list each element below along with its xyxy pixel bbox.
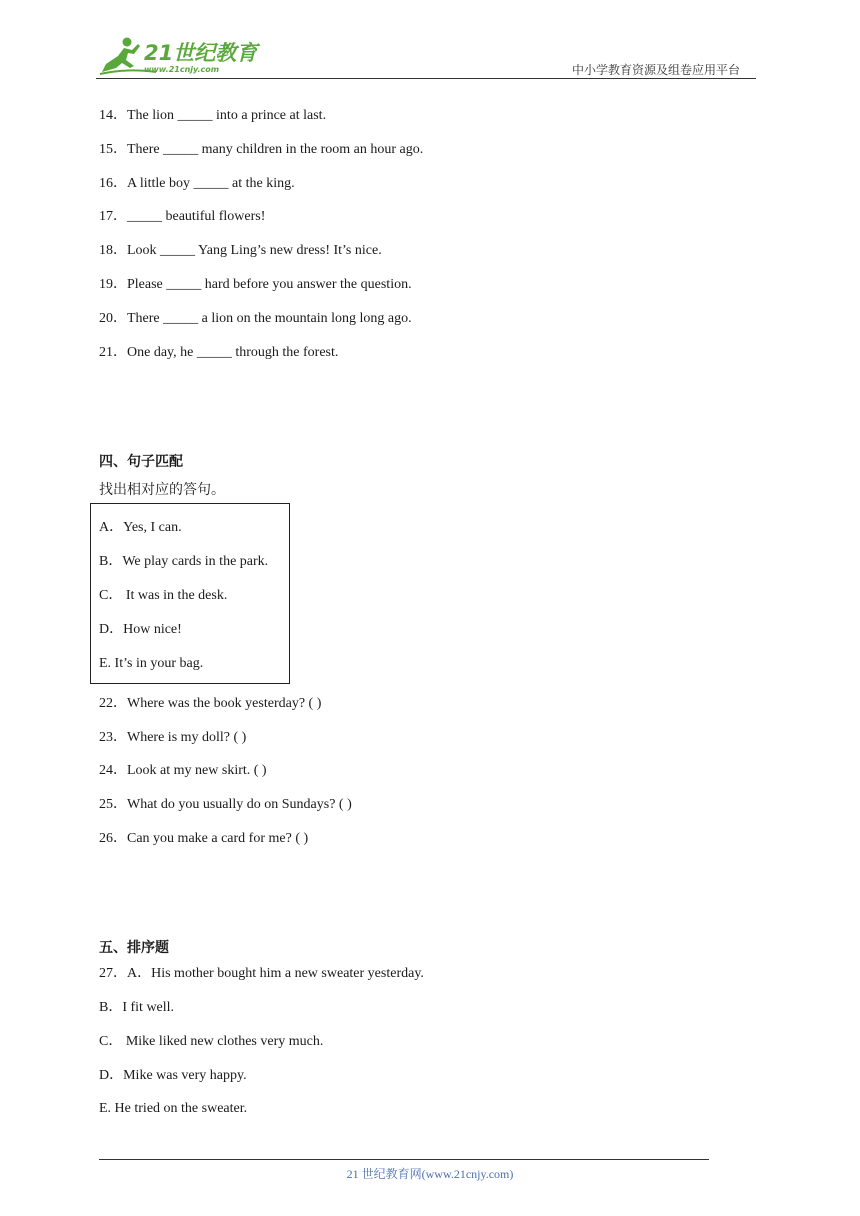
question-item: 25．What do you usually do on Sundays? ( ) xyxy=(99,797,352,812)
question-item: 23．Where is my doll? ( ) xyxy=(99,730,247,745)
section-heading-ordering: 五、排序题 xyxy=(99,940,169,956)
option-item: C． It was in the desk. xyxy=(99,588,228,603)
list-item: 18．Look _____ Yang Ling’s new dress! It’s nice. xyxy=(99,243,382,258)
list-item: 17．_____ beautiful flowers! xyxy=(99,209,266,224)
runner-logo-icon xyxy=(96,34,266,80)
ordering-item: C． Mike liked new clothes very much. xyxy=(99,1034,324,1049)
option-item: E. It’s in your bag. xyxy=(99,656,204,671)
option-item: B．We play cards in the park. xyxy=(99,554,269,569)
list-item: 14．The lion _____ into a prince at last. xyxy=(99,108,327,123)
footer-divider xyxy=(99,1159,709,1160)
option-item: A．Yes, I can. xyxy=(99,520,182,535)
question-item: 24．Look at my new skirt. ( ) xyxy=(99,763,267,778)
footer-link[interactable]: 21 世纪教育网(www.21cnjy.com) xyxy=(346,1167,514,1181)
logo-wordmark: 21世纪教育 xyxy=(144,41,258,65)
list-item: 15．There _____ many children in the room an hour ago. xyxy=(99,142,424,157)
list-item: 21．One day, he _____ through the forest. xyxy=(99,345,339,360)
option-item: D．How nice! xyxy=(99,622,182,637)
question-item: 22．Where was the book yesterday? ( ) xyxy=(99,696,322,711)
header-divider xyxy=(96,78,756,79)
ordering-item: E. He tried on the sweater. xyxy=(99,1101,248,1116)
list-item: 19．Please _____ hard before you answer the question. xyxy=(99,277,412,292)
section-heading-matching: 四、句子匹配 xyxy=(99,454,183,470)
ordering-item: 27．A．His mother bought him a new sweater yesterday. xyxy=(99,966,424,981)
section-instruction: 找出相对应的答句。 xyxy=(99,482,225,498)
ordering-item: D．Mike was very happy. xyxy=(99,1068,247,1083)
ordering-item: B．I fit well. xyxy=(99,1000,175,1015)
list-item: 20．There _____ a lion on the mountain long long ago. xyxy=(99,311,412,326)
logo-url: www.21cnjy.com xyxy=(144,65,220,74)
question-item: 26．Can you make a card for me? ( ) xyxy=(99,831,309,846)
header-platform-text: 中小学教育资源及组卷应用平台 xyxy=(572,63,741,77)
list-item: 16．A little boy _____ at the king. xyxy=(99,176,295,191)
site-logo xyxy=(96,34,266,80)
